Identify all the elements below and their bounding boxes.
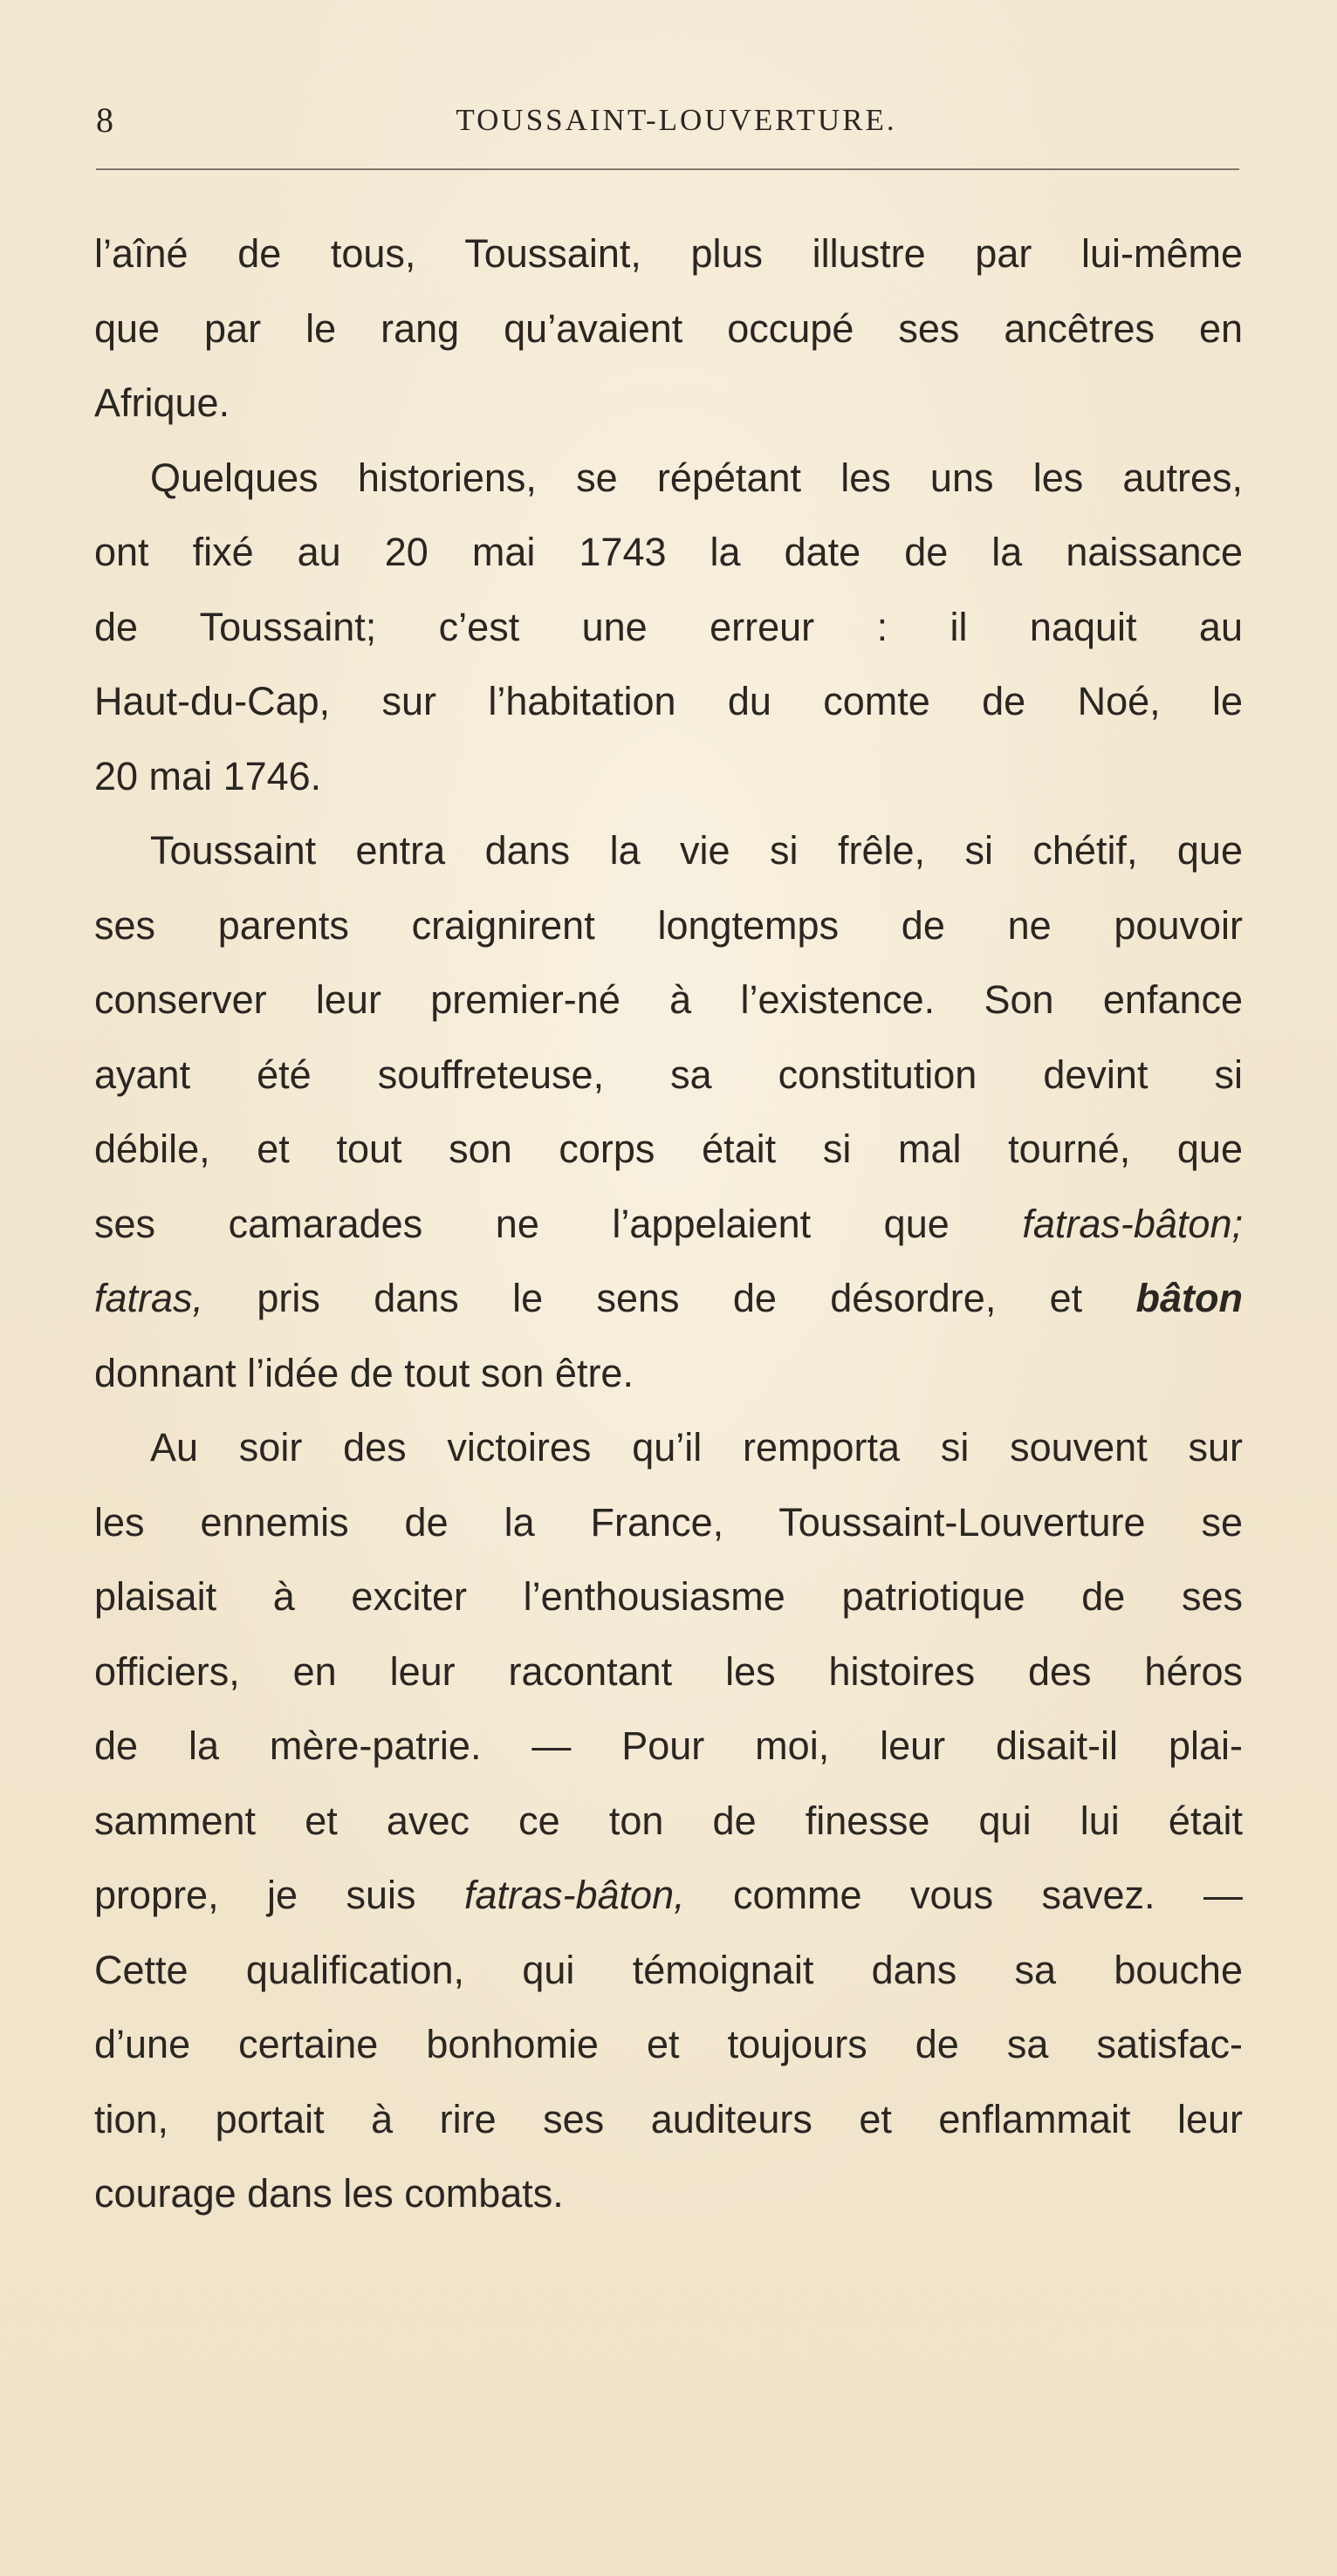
header-rule bbox=[96, 168, 1239, 170]
text-line: débile, et tout son corps était si mal tourné, que bbox=[94, 1127, 1243, 1171]
bold-italic-run: bâton bbox=[1135, 1276, 1243, 1320]
page-number: 8 bbox=[96, 100, 113, 140]
text-run: pris dans le sens de désordre, et bbox=[203, 1276, 1136, 1320]
text-line: de Toussaint; c’est une erreur : il naquit au bbox=[94, 604, 1243, 649]
text-line: plaisait à exciter l’enthousiasme patriotique de ses bbox=[94, 1574, 1243, 1619]
text-line: 20 mai 1746. bbox=[94, 753, 322, 798]
text-run: propre, je suis bbox=[94, 1873, 464, 1917]
text-line: ayant été souffreteuse, sa constitution devint si bbox=[94, 1052, 1243, 1097]
text-line: ont fixé au 20 mai 1743 la date de la naissance bbox=[94, 530, 1243, 574]
running-title: TOUSSAINT-LOUVERTURE. bbox=[456, 103, 897, 137]
body-text bbox=[94, 216, 1243, 2231]
text-line: conserver leur premier-né à l’existence. Son enfance bbox=[94, 977, 1243, 1022]
text-line: d’une certaine bonhomie et toujours de sa satisfac- bbox=[94, 2022, 1243, 2066]
text-line: Toussaint entra dans la vie si frêle, si chétif, que bbox=[150, 828, 1243, 873]
text-line: samment et avec ce ton de finesse qui lui était bbox=[94, 1798, 1243, 1843]
text-run: comme vous savez. — bbox=[684, 1873, 1243, 1917]
text-line: les ennemis de la France, Toussaint-Louverture se bbox=[94, 1499, 1243, 1545]
text-line: tion, portait à rire ses auditeurs et enflammait leur bbox=[94, 2096, 1243, 2141]
page-header bbox=[96, 94, 1239, 147]
text-line: Quelques historiens, se répétant les uns les autres, bbox=[150, 455, 1243, 500]
text-line: donnant l’idée de tout son être. bbox=[94, 1350, 634, 1395]
text-line: Au soir des victoires qu’il remporta si souvent sur bbox=[150, 1425, 1243, 1470]
text-line: Afrique. bbox=[94, 380, 230, 425]
italic-run: fatras, bbox=[94, 1276, 204, 1320]
text-line: Cette qualification, qui témoignait dans sa bouche bbox=[94, 1947, 1243, 1992]
text-line: de la mère-patrie. — Pour moi, leur disait-il plai- bbox=[94, 1723, 1243, 1768]
text-line: Haut-du-Cap, sur l’habitation du comte de Noé, le bbox=[94, 679, 1243, 723]
text-line bbox=[94, 1187, 1243, 1262]
text-line bbox=[94, 1261, 1243, 1336]
text-line: courage dans les combats. bbox=[94, 2171, 564, 2216]
text-run: ses camarades ne l’appelaient que bbox=[94, 1201, 1023, 1246]
text-line bbox=[94, 1858, 1243, 1933]
italic-run: fatras-bâton; bbox=[1022, 1201, 1243, 1246]
text-line: officiers, en leur racontant les histoires des héros bbox=[94, 1648, 1243, 1694]
text-line: ses parents craignirent longtemps de ne pouvoir bbox=[94, 902, 1243, 948]
text-line: que par le rang qu’avaient occupé ses ancêtres en bbox=[94, 305, 1243, 351]
italic-run: fatras-bâton, bbox=[463, 1873, 685, 1917]
text-line: l’aîné de tous, Toussaint, plus illustre par lui-même bbox=[94, 231, 1243, 276]
